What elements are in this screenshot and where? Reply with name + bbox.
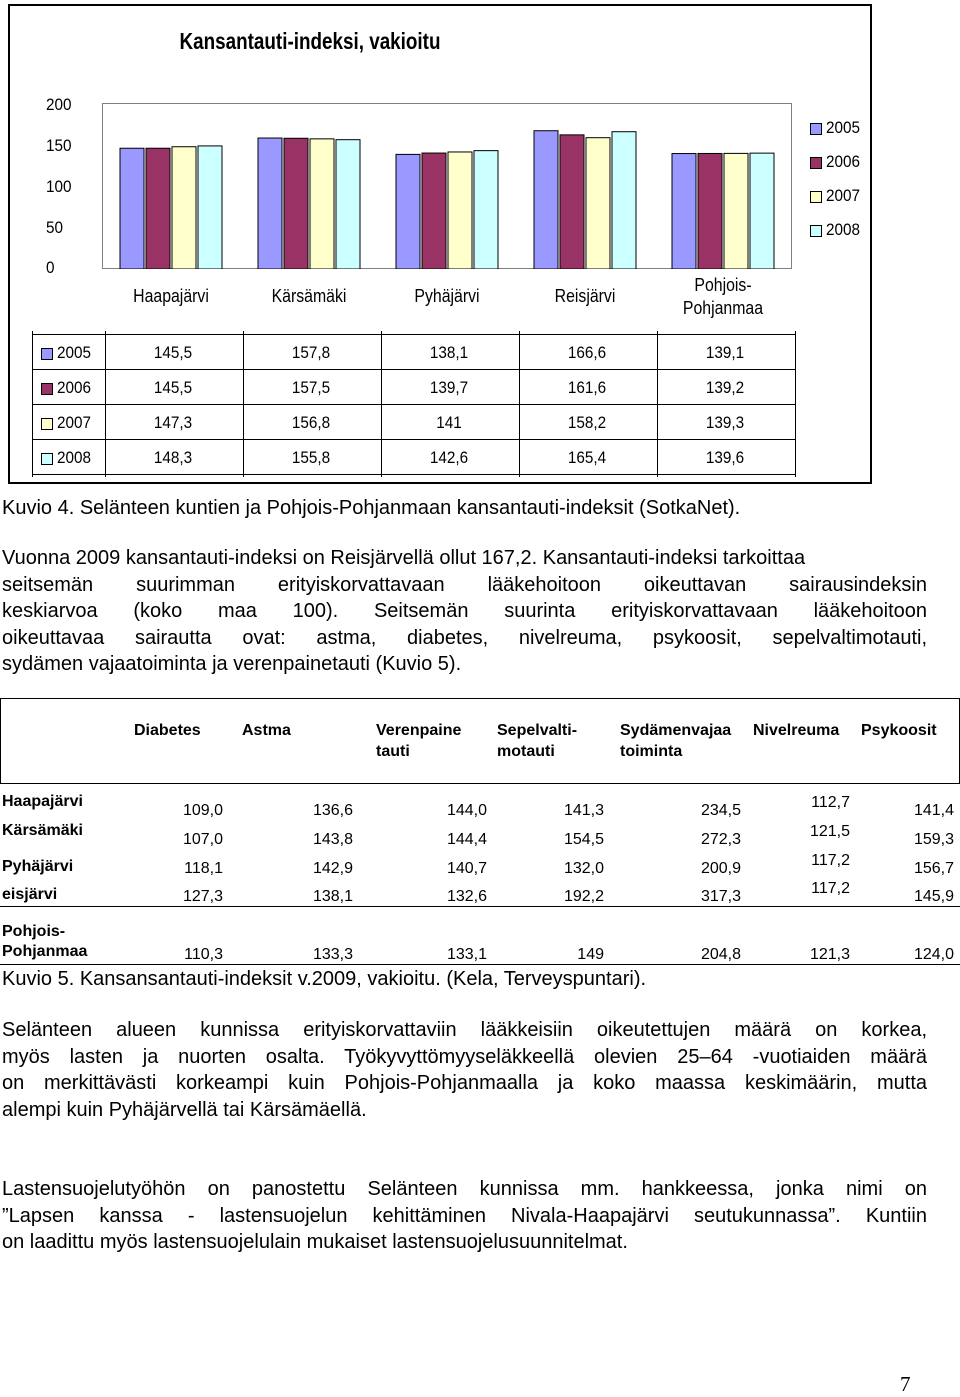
bar-2008-1 xyxy=(336,140,360,269)
bar-2005-2 xyxy=(396,154,420,269)
legend-swatch-2006 xyxy=(810,157,822,169)
x-tick-label: Kärsämäki xyxy=(271,286,347,306)
table-cell: 124,0 xyxy=(913,946,954,963)
paragraph-line: myös lasten ja nuorten osalta. Työkyvyttömyyseläkkeellä olevien 25–64 -vuotiaiden määrä xyxy=(2,1045,927,1068)
chart-title: Kansantauti-indeksi, vakioitu xyxy=(179,28,441,54)
bar-2008-2 xyxy=(474,151,498,269)
paragraph-line: keskiarvoa (koko maa 100). Seitsemän suurinta erityiskorvattavaan lääkehoitoon xyxy=(2,600,927,622)
y-tick-label: 150 xyxy=(46,136,72,155)
paragraph xyxy=(2,545,927,678)
column-header: Verenpaine tauti xyxy=(376,722,462,760)
row-name: Haapajärvi xyxy=(2,793,83,810)
column-header: Nivelreuma xyxy=(753,722,840,739)
bar-2005-1 xyxy=(258,138,282,269)
table-cell: 121,3 xyxy=(809,946,850,963)
figure-caption: Kuvio 5. Kansansantauti-indeksit v.2009, vakioitu. (Kela, Terveyspuntari). xyxy=(2,968,647,990)
table-cell: 155,8 xyxy=(291,448,331,467)
table-row xyxy=(33,439,795,475)
table-cell: 161,6 xyxy=(567,378,607,397)
bar-2006-0 xyxy=(146,148,170,269)
table-cell: 141 xyxy=(436,413,462,432)
paragraph-line: seitsemän suurimman erityiskorvattavaan lääkehoitoon oikeuttavan sairausindeksin xyxy=(2,573,927,596)
legend-label: 2007 xyxy=(826,186,861,205)
table-border xyxy=(0,698,1,783)
table-cell: 121,5 xyxy=(809,823,850,840)
paragraph-line: Selänteen alueen kunnissa erityiskorvattaviin lääkkeisiin oikeutettujen määrä on korkea, xyxy=(2,1019,927,1041)
table-cell: 139,1 xyxy=(705,343,745,362)
table-cell: 110,3 xyxy=(184,946,223,963)
y-tick-label: 0 xyxy=(46,258,55,277)
legend-swatch-2005 xyxy=(810,123,822,135)
bar-2005-0 xyxy=(120,148,144,269)
bar-2007-4 xyxy=(724,153,748,269)
page-number: 7 xyxy=(900,1372,911,1396)
table-cell: 156,8 xyxy=(291,413,331,432)
table-cell: 192,2 xyxy=(563,888,604,905)
chart-legend xyxy=(804,118,876,258)
paragraph-line: sydämen vajaatoiminta ja verenpainetauti (Kuvio 5). xyxy=(2,653,462,675)
row-name: Pohjois- Pohjanmaa xyxy=(2,923,88,960)
row-name: Pyhäjärvi xyxy=(2,858,74,875)
row-year: 2007 xyxy=(57,413,92,432)
paragraph-line: oikeuttavaa sairautta ovat: astma, diabetes, nivelreuma, psykoosit, sepelvaltimotauti, xyxy=(2,626,927,649)
y-tick-label: 50 xyxy=(46,218,64,237)
column-header: Sydämenvajaa toiminta xyxy=(620,722,732,760)
bars-layer xyxy=(102,103,792,269)
paragraph-line: Lastensuojelutyöhön on panostettu Selänteen kunnissa mm. hankkeessa, jonka nimi on xyxy=(2,1178,927,1200)
legend-swatch-2007 xyxy=(810,191,822,203)
legend-label: 2005 xyxy=(826,118,861,137)
column-header: Psykoosit xyxy=(861,722,937,739)
table-border xyxy=(0,783,960,784)
table-cell: 157,5 xyxy=(291,378,331,397)
table-cell: 141,4 xyxy=(913,802,954,819)
table-row xyxy=(33,334,795,369)
legend-swatch-2008 xyxy=(810,225,822,237)
table-cell: 144,0 xyxy=(446,802,487,819)
bar-2008-4 xyxy=(750,153,774,269)
bar-2007-3 xyxy=(586,138,610,269)
table-cell: 158,2 xyxy=(567,413,607,432)
bar-2006-1 xyxy=(284,138,308,269)
chart-data-table xyxy=(32,331,796,477)
table-cell: 200,9 xyxy=(700,860,741,877)
column-header: Diabetes xyxy=(134,722,201,739)
table-cell: 140,7 xyxy=(446,860,487,877)
table-cell: 132,0 xyxy=(563,860,604,877)
bar-2006-3 xyxy=(560,135,584,269)
chart-frame xyxy=(8,4,872,484)
disease-index-table xyxy=(0,698,960,965)
table-cell: 272,3 xyxy=(700,831,741,848)
table-cell: 159,3 xyxy=(913,831,954,848)
table-cell: 145,5 xyxy=(153,343,193,362)
bar-2007-0 xyxy=(172,147,196,269)
table-cell: 117,2 xyxy=(811,852,850,869)
table-cell: 132,6 xyxy=(446,888,487,905)
paragraph xyxy=(2,1176,927,1256)
bar-2007-2 xyxy=(448,152,472,269)
x-tick-label: Pyhäjärvi xyxy=(414,286,480,306)
row-swatch xyxy=(41,418,53,430)
bar-2005-3 xyxy=(534,131,558,269)
table-cell: 204,8 xyxy=(700,946,741,963)
paragraph xyxy=(2,1017,927,1123)
bar-2006-4 xyxy=(698,153,722,269)
bar-2008-3 xyxy=(612,132,636,269)
y-tick-label: 100 xyxy=(46,177,72,196)
table-cell: 141,3 xyxy=(563,802,604,819)
row-swatch xyxy=(41,348,53,360)
table-cell: 142,9 xyxy=(312,860,353,877)
bar-2005-4 xyxy=(672,154,696,269)
table-cell: 142,6 xyxy=(429,448,469,467)
row-year: 2008 xyxy=(57,448,92,467)
paragraph-line: on laadittu myös lastensuojelulain mukaiset lastensuojelusuunnitelmat. xyxy=(2,1231,628,1253)
row-name: eisjärvi xyxy=(2,886,58,903)
table-cell: 139,7 xyxy=(429,378,469,397)
legend-label: 2008 xyxy=(826,220,861,239)
table-border xyxy=(0,698,960,699)
table-cell: 165,4 xyxy=(567,448,607,467)
paragraph-line: alempi kuin Pyhäjärvellä tai Kärsämäellä. xyxy=(2,1098,367,1121)
table-border xyxy=(0,906,960,907)
table-cell: 157,8 xyxy=(291,343,331,362)
table-border xyxy=(0,964,960,965)
paragraph-line: ”Lapsen kanssa - lastensuojelun kehittäminen Nivala-Haapajärvi seutukunnassa”. Kuntiin xyxy=(2,1204,927,1227)
table-cell: 107,0 xyxy=(182,831,223,848)
bar-2007-1 xyxy=(310,139,334,269)
column-header: Sepelvalti- motauti xyxy=(497,722,578,760)
y-tick-label: 200 xyxy=(46,95,72,114)
table-cell: 143,8 xyxy=(312,831,353,848)
table-cell: 133,1 xyxy=(446,946,487,963)
row-swatch xyxy=(41,383,53,395)
table-cell: 149 xyxy=(577,946,604,963)
table-cell: 156,7 xyxy=(913,860,954,877)
bar-2006-2 xyxy=(422,153,446,269)
table-cell: 154,5 xyxy=(563,831,604,848)
table-cell: 139,3 xyxy=(705,413,745,432)
table-cell: 118,1 xyxy=(184,860,223,877)
table-cell: 234,5 xyxy=(700,802,741,819)
table-cell: 127,3 xyxy=(182,888,223,905)
table-cell: 136,6 xyxy=(312,802,353,819)
paragraph-line: Vuonna 2009 kansantauti-indeksi on Reisjärvellä ollut 167,2. Kansantauti-indeksi tarkoittaa xyxy=(2,547,806,569)
table-row xyxy=(33,404,795,439)
row-year: 2005 xyxy=(57,343,92,362)
table-cell: 147,3 xyxy=(153,413,193,432)
figure-caption: Kuvio 4. Selänteen kuntien ja Pohjois-Pohjanmaan kansantauti-indeksit (SotkaNet). xyxy=(2,497,741,519)
table-cell: 166,6 xyxy=(567,343,607,362)
table-cell: 139,2 xyxy=(705,378,745,397)
table-cell: 138,1 xyxy=(312,888,353,905)
paragraph-line: on merkittävästi korkeampi kuin Pohjois-Pohjanmaalla ja koko maassa keskimäärin, mutta xyxy=(2,1072,927,1094)
x-tick-label: Haapajärvi xyxy=(133,286,209,306)
table-row xyxy=(33,369,795,404)
x-tick-label: Pohjois- Pohjanmaa xyxy=(682,275,764,318)
row-year: 2006 xyxy=(57,378,92,397)
bar-2008-0 xyxy=(198,146,222,269)
row-swatch xyxy=(41,453,53,465)
table-cell: 148,3 xyxy=(153,448,193,467)
x-tick-label: Reisjärvi xyxy=(554,286,616,306)
table-cell: 145,5 xyxy=(153,378,193,397)
table-cell: 133,3 xyxy=(312,946,353,963)
legend-label: 2006 xyxy=(826,152,861,171)
table-cell: 317,3 xyxy=(700,888,741,905)
row-name: Kärsämäki xyxy=(2,822,83,839)
table-cell: 109,0 xyxy=(182,802,223,819)
table-cell: 144,4 xyxy=(446,831,487,848)
table-cell: 112,7 xyxy=(811,794,850,811)
table-cell: 138,1 xyxy=(429,343,469,362)
table-cell: 145,9 xyxy=(913,888,954,905)
table-cell: 139,6 xyxy=(705,448,745,467)
column-header: Astma xyxy=(242,722,291,739)
table-cell: 117,2 xyxy=(811,880,850,897)
